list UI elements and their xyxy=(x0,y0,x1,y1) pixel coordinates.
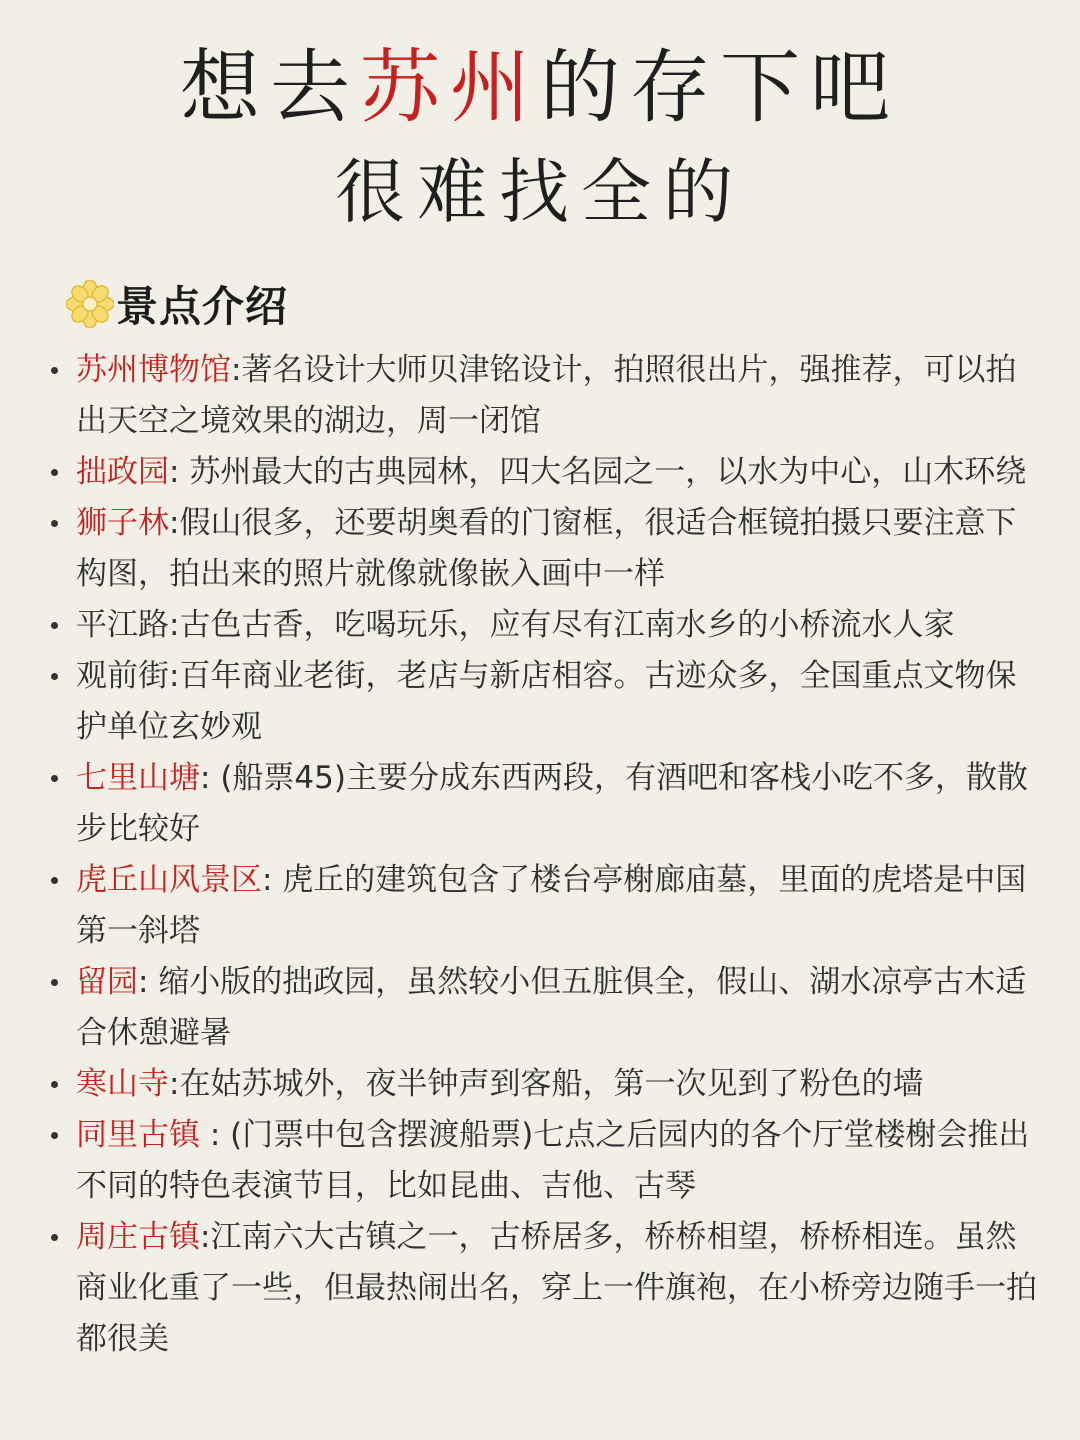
bullet-icon xyxy=(51,520,58,527)
separator: : xyxy=(169,1066,180,1102)
attraction-name: 虎丘山风景区 xyxy=(76,862,262,898)
page-title xyxy=(0,38,1080,138)
attraction-description: (门票中包含摆渡船票)七点之后园内的各个厅堂楼榭会推出不同的特色表演节目，比如昆曲、吉他、古琴 xyxy=(76,1117,1030,1204)
attraction-name: 寒山寺 xyxy=(76,1066,169,1102)
attraction-description: 缩小版的拙政园，虽然较小但五脏俱全，假山、湖水凉亭古木适合休憩避暑 xyxy=(76,964,1027,1051)
list-item xyxy=(0,753,1080,855)
attraction-name: 留园 xyxy=(76,964,138,1000)
attraction-description: (船票45)主要分成东西两段，有酒吧和客栈小吃不多，散散步比较好 xyxy=(76,760,1028,847)
title-line1-after: 的存下吧 xyxy=(540,41,900,134)
separator: : xyxy=(200,1219,211,1255)
section-heading xyxy=(66,272,288,336)
bullet-icon xyxy=(51,367,58,374)
list-item xyxy=(0,1059,1080,1110)
list-item xyxy=(0,498,1080,600)
separator: : xyxy=(262,862,283,898)
bullet-icon xyxy=(51,1234,58,1241)
separator: : xyxy=(200,760,221,796)
page-subtitle: 很难找全的 xyxy=(335,151,745,233)
attraction-description: 虎丘的建筑包含了楼台亭榭廊庙墓，里面的虎塔是中国第一斜塔 xyxy=(76,862,1027,949)
attraction-name: 狮子林 xyxy=(76,505,169,541)
attraction-description: 假山很多，还要胡奥看的门窗框，很适合框镜拍摄只要注意下构图，拍出来的照片就像就像嵌入画中一样 xyxy=(76,505,1017,592)
list-item xyxy=(0,1110,1080,1212)
attraction-description: 在姑苏城外，夜半钟声到客船，第一次见到了粉色的墙 xyxy=(179,1066,924,1102)
list-item xyxy=(0,447,1080,498)
list-item xyxy=(0,1212,1080,1365)
bullet-icon xyxy=(51,622,58,629)
attraction-description: 苏州最大的古典园林，四大名园之一，以水为中心，山木环绕 xyxy=(189,454,1027,490)
attraction-name: 周庄古镇 xyxy=(76,1219,200,1255)
bullet-icon xyxy=(51,469,58,476)
bullet-icon xyxy=(51,877,58,884)
title-line1-before: 想去 xyxy=(180,41,360,134)
separator: : xyxy=(169,505,180,541)
section-title: 景点介绍 xyxy=(116,282,289,331)
separator: : xyxy=(169,658,180,694)
attraction-name: 苏州博物馆 xyxy=(76,352,231,388)
attraction-description: 古色古香，吃喝玩乐，应有尽有江南水乡的小桥流水人家 xyxy=(179,607,955,643)
attraction-name: 同里古镇 xyxy=(76,1117,200,1153)
attraction-name: 平江路 xyxy=(76,607,169,643)
title-highlight-suzhou: 苏州 xyxy=(360,41,540,134)
separator: : xyxy=(138,964,159,1000)
list-item xyxy=(0,957,1080,1059)
bullet-icon xyxy=(51,775,58,782)
attraction-name: 七里山塘 xyxy=(76,760,200,796)
attraction-name: 观前街 xyxy=(76,658,169,694)
attraction-name: 拙政园 xyxy=(76,454,169,490)
list-item xyxy=(0,600,1080,651)
bullet-icon xyxy=(51,979,58,986)
separator: : xyxy=(169,454,190,490)
list-item xyxy=(0,345,1080,447)
list-item xyxy=(0,651,1080,753)
separator: : xyxy=(231,352,242,388)
separator: : xyxy=(169,607,180,643)
bullet-icon xyxy=(51,1132,58,1139)
attraction-description: 百年商业老街，老店与新店相容。古迹众多，全国重点文物保护单位玄妙观 xyxy=(76,658,1017,745)
bullet-icon xyxy=(51,1081,58,1088)
attraction-description: 江南六大古镇之一，古桥居多，桥桥相望，桥桥相连。虽然商业化重了一些，但最热闹出名，穿上一件旗袍，在小桥旁边随手一拍都很美 xyxy=(76,1219,1037,1357)
flower-icon xyxy=(66,280,114,328)
separator: : xyxy=(200,1117,231,1153)
bullet-icon xyxy=(51,673,58,680)
attraction-description: 著名设计大师贝津铭设计，拍照很出片，强推荐，可以拍出天空之境效果的湖边，周一闭馆 xyxy=(76,352,1017,439)
list-item xyxy=(0,855,1080,957)
attraction-list xyxy=(0,345,1080,1365)
